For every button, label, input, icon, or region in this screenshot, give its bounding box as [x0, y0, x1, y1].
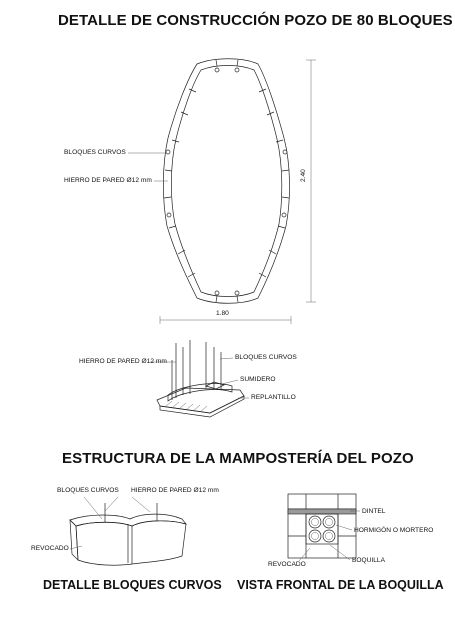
caption-curved-blocks: DETALLE BLOQUES CURVOS — [43, 578, 222, 592]
leader-line — [299, 548, 310, 561]
leader-line — [105, 497, 118, 511]
label-lintel: DINTEL — [362, 508, 386, 515]
leader-line — [220, 358, 233, 359]
width-dimension — [160, 316, 291, 324]
leader-line — [132, 497, 150, 512]
label-mouth: BOQUILLA — [352, 557, 385, 564]
page-title: DETALLE DE CONSTRUCCIÓN POZO DE 80 BLOQUES — [58, 12, 453, 29]
label-render-detail: REVOCADO — [31, 545, 69, 552]
label-wall-rebar-iso: HIERRO DE PARED Ø12 mm — [79, 358, 167, 365]
caption-mouth-front-view: VISTA FRONTAL DE LA BOQUILLA — [237, 578, 444, 592]
leader-line — [222, 380, 238, 384]
label-curved-blocks-detail: BLOQUES CURVOS — [57, 487, 119, 494]
label-curved-blocks-iso: BLOQUES CURVOS — [235, 354, 297, 361]
leader-line — [336, 525, 352, 530]
label-wall-rebar-detail: HIERRO DE PARED Ø12 mm — [131, 487, 219, 494]
label-curved-blocks: BLOQUES CURVOS — [64, 149, 126, 156]
label-wall-rebar: HIERRO DE PARED Ø12 mm — [64, 177, 152, 184]
height-dimension — [306, 60, 316, 302]
label-concrete: HORMIGÓN O MORTERO — [354, 527, 434, 534]
section-title: ESTRUCTURA DE LA MAMPOSTERÍA DEL POZO — [62, 450, 414, 467]
well-plan-view — [163, 59, 289, 304]
label-drain: SUMIDERO — [240, 376, 276, 383]
mouth-front-view — [288, 494, 356, 558]
curved-blocks-detail — [70, 503, 186, 565]
label-render-mouth: REVOCADO — [268, 561, 306, 568]
dimension-width: 1.80 — [216, 310, 229, 317]
label-base-slab: REPLANTILLO — [251, 394, 296, 401]
dimension-height: 2.40 — [300, 169, 307, 182]
well-isometric-view — [157, 340, 244, 417]
